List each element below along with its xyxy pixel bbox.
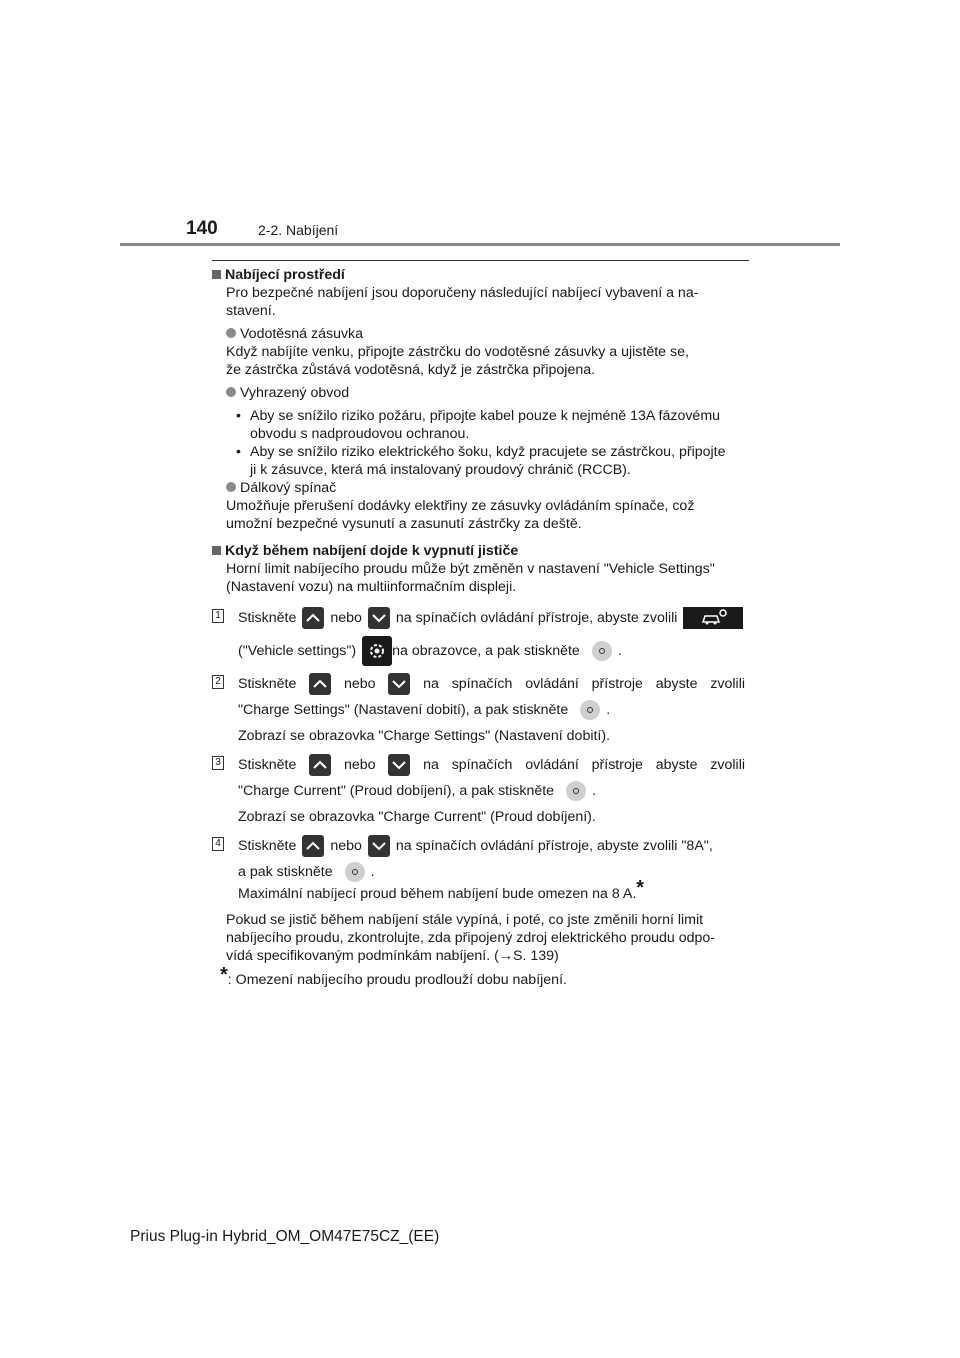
- paragraph-line: umožní bezpečné vysunutí a zasunutí zástrčky za deště.: [226, 516, 582, 532]
- step-number: 3: [212, 756, 224, 770]
- step-text: zvolili: [710, 757, 745, 773]
- header-rule: [120, 243, 840, 246]
- closing-paragraph: [212, 911, 752, 989]
- paragraph-line: Když nabíjíte venku, připojte zástrčku do vodotěsné zásuvky a ujistěte se,: [226, 344, 689, 360]
- chevron-up-icon: [302, 607, 324, 629]
- step-2: [212, 673, 752, 745]
- step-text: a pak stiskněte: [238, 864, 333, 880]
- section-charging-environment: [212, 266, 752, 533]
- step-note: Zobrazí se obrazovka "Charge Current" (Proud dobíjení).: [238, 809, 596, 825]
- paragraph-line: (Nastavení vozu) na multiinformačním displeji.: [226, 579, 517, 595]
- bullet-item: Dálkový spínač: [212, 479, 752, 497]
- section-heading: Nabíjecí prostředí: [212, 266, 752, 284]
- step-text: na spínačích ovládání přístroje, abyste zvolili "8A",: [395, 838, 713, 854]
- step-text: ovládání: [525, 676, 579, 692]
- chevron-down-icon: [388, 673, 410, 695]
- step-text: Maximální nabíjecí proud během nabíjení bude omezen na 8 A.: [238, 886, 637, 902]
- ok-button-icon: [592, 641, 612, 661]
- ok-button-icon: [566, 781, 586, 801]
- step-text: nebo: [343, 757, 376, 773]
- step-number: 2: [212, 675, 224, 689]
- footnote-text: : Omezení nabíjecího proudu prodlouží dobu nabíjení.: [227, 972, 567, 988]
- step-text: na: [423, 676, 439, 692]
- step-line: [238, 699, 610, 721]
- step-text: spínačích: [451, 676, 513, 692]
- section-breaker-trip: [212, 542, 752, 596]
- step-number: 1: [212, 609, 224, 623]
- ok-button-icon: [345, 862, 365, 882]
- gear-icon: [362, 636, 392, 666]
- step-line: [238, 780, 596, 802]
- step-text: .: [370, 864, 375, 880]
- step-3: [212, 754, 752, 826]
- page-number: 140: [186, 218, 218, 239]
- car-settings-icon: [683, 607, 743, 629]
- step-text: abyste: [655, 757, 698, 773]
- step-1: [212, 607, 752, 667]
- paragraph-line: Pro bezpečné nabíjení jsou doporučeny následující nabíjecí vybavení a na-: [226, 285, 699, 301]
- chevron-down-icon: [368, 835, 390, 857]
- step-text: .: [592, 783, 597, 799]
- step-text: ("Vehicle settings"): [238, 643, 357, 659]
- chevron-down-icon: [388, 754, 410, 776]
- paragraph-line: Horní limit nabíjecího proudu může být změněn v nastavení "Vehicle Settings": [226, 561, 715, 577]
- step-text: přístroje: [591, 757, 643, 773]
- step-line: [238, 861, 375, 883]
- step-text: na: [423, 757, 439, 773]
- chevron-up-icon: [302, 835, 324, 857]
- step-text: "Charge Current" (Proud dobíjení), a pak stiskněte: [238, 783, 555, 799]
- paragraph-line: vídá specifikovaným podmínkám nabíjení. (→S. 139): [226, 948, 559, 964]
- circle-bullet-icon: [226, 328, 236, 338]
- step-line: [238, 607, 743, 629]
- footnote-marker: *: [636, 877, 645, 899]
- step-text: nebo: [343, 676, 376, 692]
- step-text: zvolili: [710, 676, 745, 692]
- document-footer: Prius Plug-in Hybrid_OM_OM47E75CZ_(EE): [130, 1228, 440, 1245]
- step-text: Stiskněte: [238, 757, 297, 773]
- step-text: nebo: [330, 610, 362, 626]
- step-text: "Charge Settings" (Nastavení dobití), a pak stiskněte: [238, 702, 569, 718]
- bullet-item: Vodotěsná zásuvka: [212, 325, 752, 343]
- content-rule: [212, 260, 749, 261]
- paragraph-line: Pokud se jistič během nabíjení stále vypíná, i poté, co jste změnili horní limit: [226, 912, 704, 928]
- paragraph-line: obvodu s nadproudovou ochranou.: [250, 426, 470, 442]
- step-text: .: [606, 702, 611, 718]
- section-heading: Když během nabíjení dojde k vypnutí jističe: [212, 542, 752, 560]
- square-bullet-icon: [212, 546, 221, 555]
- step-text: ovládání: [525, 757, 579, 773]
- chevron-up-icon: [309, 754, 331, 776]
- step-text: na obrazovce, a pak stiskněte: [392, 643, 580, 659]
- paragraph-line: Umožňuje přerušení dodávky elektřiny ze zásuvky ovládáním spínače, což: [226, 498, 695, 514]
- step-text: přístroje: [591, 676, 643, 692]
- square-bullet-icon: [212, 270, 221, 279]
- step-line: [238, 673, 745, 695]
- paragraph-line: že zástrčka zůstává vodotěsná, když je zástrčka připojena.: [226, 362, 596, 378]
- circle-bullet-icon: [226, 482, 236, 492]
- circle-bullet-icon: [226, 387, 236, 397]
- step-note: Zobrazí se obrazovka "Charge Settings" (Nastavení dobití).: [238, 728, 611, 744]
- chevron-up-icon: [309, 673, 331, 695]
- step-text: Stiskněte: [238, 610, 297, 626]
- paragraph-line: stavení.: [226, 303, 276, 319]
- step-text: .: [617, 643, 622, 659]
- step-line: [238, 635, 622, 667]
- step-number: 4: [212, 837, 224, 851]
- step-4: [212, 835, 752, 907]
- step-text: Stiskněte: [238, 838, 297, 854]
- paragraph-line: nabíjecího proudu, zkontrolujte, zda připojený zdroj elektrického proudu odpo-: [226, 930, 715, 946]
- step-text: abyste: [655, 676, 698, 692]
- step-note: [238, 877, 645, 903]
- sub-bullet-line: • Aby se snížilo riziko elektrického šoku, když pracujete se zástrčkou, připojte: [212, 443, 752, 461]
- section-title: 2-2. Nabíjení: [258, 222, 339, 238]
- chevron-down-icon: [368, 607, 390, 629]
- bullet-item: Vyhrazený obvod: [212, 384, 752, 402]
- step-line: [238, 835, 713, 857]
- step-text: na spínačích ovládání přístroje, abyste zvolili: [395, 610, 678, 626]
- sub-bullet-line: • Aby se snížilo riziko požáru, připojte kabel pouze k nejméně 13A fázovému: [212, 407, 752, 425]
- ok-button-icon: [580, 700, 600, 720]
- footnote: [212, 964, 752, 989]
- step-line: [238, 754, 745, 776]
- step-text: nebo: [330, 838, 362, 854]
- step-text: Stiskněte: [238, 676, 297, 692]
- paragraph-line: ji k zásuvce, která má instalovaný proudový chránič (RCCB).: [250, 462, 631, 478]
- footnote-marker: *: [220, 964, 228, 986]
- step-text: spínačích: [451, 757, 513, 773]
